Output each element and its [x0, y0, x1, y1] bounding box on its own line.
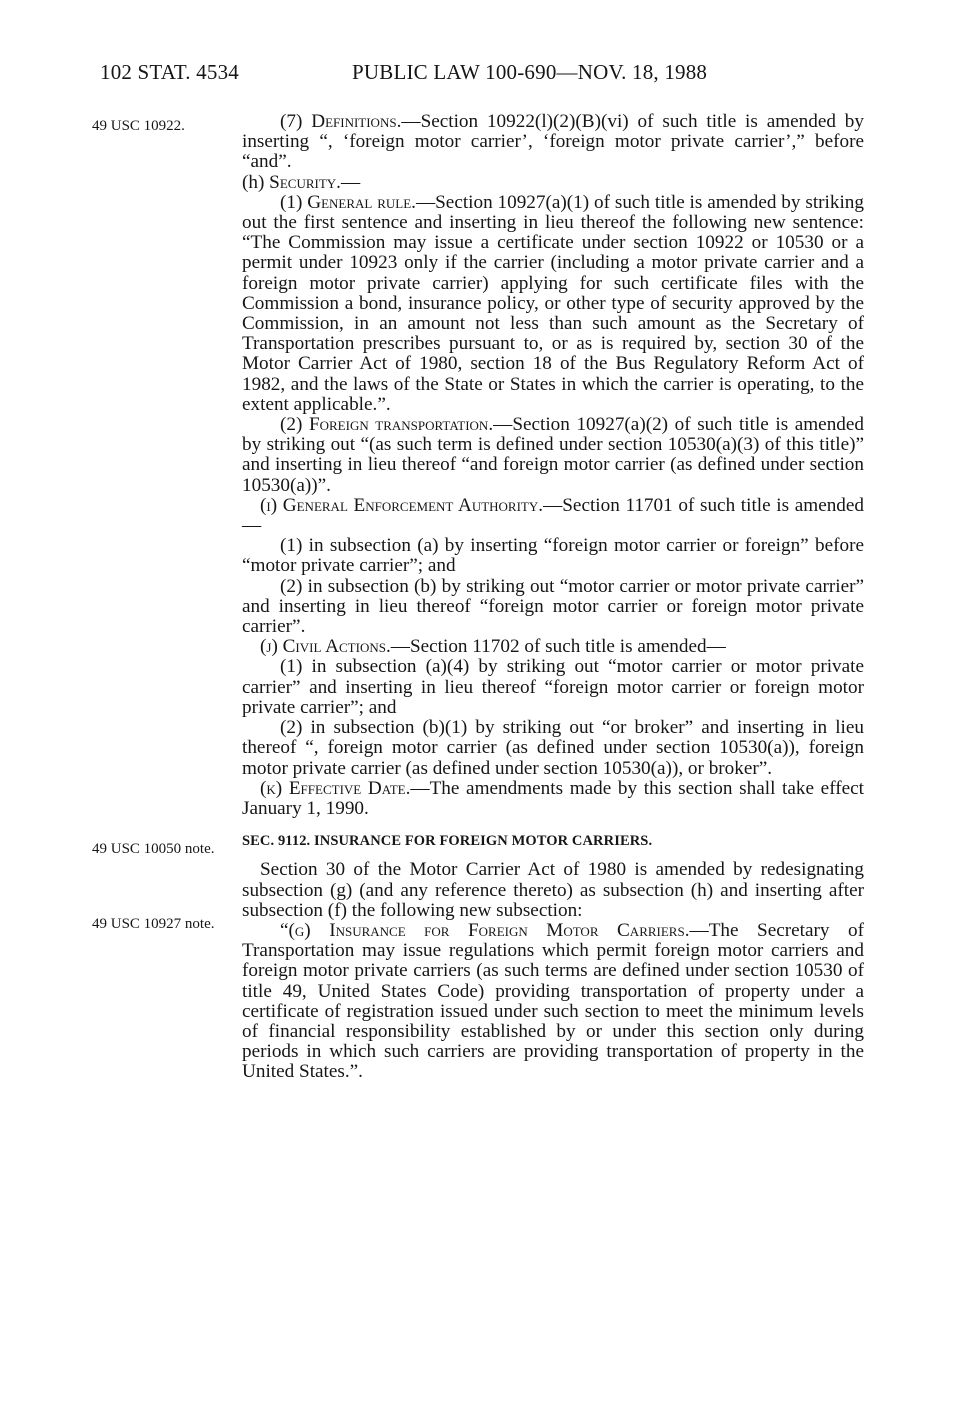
subsection-i — [242, 496, 864, 536]
subsection-heading: “(g) Insurance for Foreign Motor Carriers. — [280, 919, 690, 941]
subsection-text: —Section 11701 of such title is amended— — [242, 494, 865, 537]
running-header — [100, 60, 860, 94]
paragraph-h2 — [242, 415, 864, 496]
margin-note: 49 USC 10927 note. — [92, 916, 215, 932]
subsection-heading: Security.— — [269, 171, 361, 193]
paragraph-i2: (2) in subsection (b) by striking out “motor carrier or motor private carrier” and inserting in lieu thereof “foreign motor carrier or foreign motor private carrier”. — [242, 575, 864, 638]
margin-note: 49 USC 10050 note. — [92, 841, 215, 857]
public-law-citation: PUBLIC LAW 100-690—NOV. 18, 1988 — [352, 60, 708, 84]
subsection-heading: (j) Civil Actions. — [260, 636, 391, 658]
document-body — [242, 112, 864, 1083]
paragraph-text: —Section 10922(l)(2)(B)(vi) of such title is amended by inserting “, ‘foreign motor carrier’, ‘foreign motor private carrier’,” before “and”. — [242, 111, 864, 173]
margin-note: 49 USC 10922. — [92, 118, 185, 134]
subsection-text: —The Secretary of Transportation may issue regulations which permit foreign motor carriers and foreign motor private carriers (as such terms are defined under section 10530 of title 49, United States Code) providing transportation of property under a certificate of registration issued under such section to meet the minimum levels of financial responsibility established by or under this section only during periods in which such carriers are providing transportation of property in the United States.”. — [242, 919, 864, 1083]
stat-page-number: 102 STAT. 4534 — [100, 60, 239, 84]
subsection-heading: (i) General Enforcement Authority. — [260, 494, 544, 516]
paragraph-7 — [242, 112, 864, 173]
paragraph-heading: (1) General rule. — [280, 191, 416, 213]
new-subsection-g — [242, 921, 864, 1083]
section-text: Section 30 of the Motor Carrier Act of 1980 is amended by redesignating subsection (g) (and any reference thereto) as subsection (h) and inserting after subsection (f) the following new subsection: — [242, 859, 864, 921]
subsection-label: (h) — [242, 171, 270, 193]
paragraph-j2: (2) in subsection (b)(1) by striking out “or broker” and inserting in lieu thereof “, foreign motor carrier (as defined under section 10530(a)), foreign motor private carrier (as defined under section 10530(a)), or broker”. — [242, 717, 864, 779]
subsection-h — [242, 173, 864, 193]
subsection-j — [242, 637, 864, 657]
paragraph-heading: (7) Definitions. — [280, 111, 402, 132]
subsection-k — [242, 779, 864, 819]
subsection-text: —The amendments made by this section shall take effect January 1, 1990. — [242, 777, 864, 819]
paragraph-j1: (1) in subsection (a)(4) by striking out “motor carrier or motor private carrier” and inserting in lieu thereof “foreign motor carrier or foreign motor private carrier”; and — [242, 656, 864, 718]
paragraph-text: —Section 10927(a)(2) of such title is amended by striking out “(as such term is defined under section 10530(a)(3) of this title)” and inserting in lieu thereof “and foreign motor carrier (as defined under section 10530(a))”. — [242, 414, 864, 496]
paragraph-i1: (1) in subsection (a) by inserting “foreign motor carrier or foreign” before “motor private carrier”; and — [242, 535, 864, 577]
subsection-text: —Section 11702 of such title is amended— — [390, 636, 726, 658]
paragraph-text: —Section 10927(a)(1) of such title is amended by striking out the first sentence and inserting in lieu thereof the following new sentence: “The Commission may issue a certificate under section 10922 or 10530 or a permit under 10923 only if the carrier (including a motor private carrier and a foreign motor private carrier) applying for such certificate files with the Commission a bond, insurance policy, or other type of security approved by the Commission, in an amount not less than such amount as the Secretary of Transportation prescribes pursuant to, or as is required by, section 30 of the Motor Carrier Act of 1980, section 18 of the Bus Regulatory Reform Act of 1982, and the laws of the State or States in which the carrier is operating, to the extent applicable.”. — [242, 191, 864, 415]
paragraph-h1 — [242, 193, 864, 415]
subsection-heading: (k) Effective Date. — [260, 777, 411, 799]
paragraph-heading: (2) Foreign transportation. — [280, 414, 494, 436]
section-heading: SEC. 9112. INSURANCE FOR FOREIGN MOTOR CARRIERS. — [242, 833, 653, 850]
